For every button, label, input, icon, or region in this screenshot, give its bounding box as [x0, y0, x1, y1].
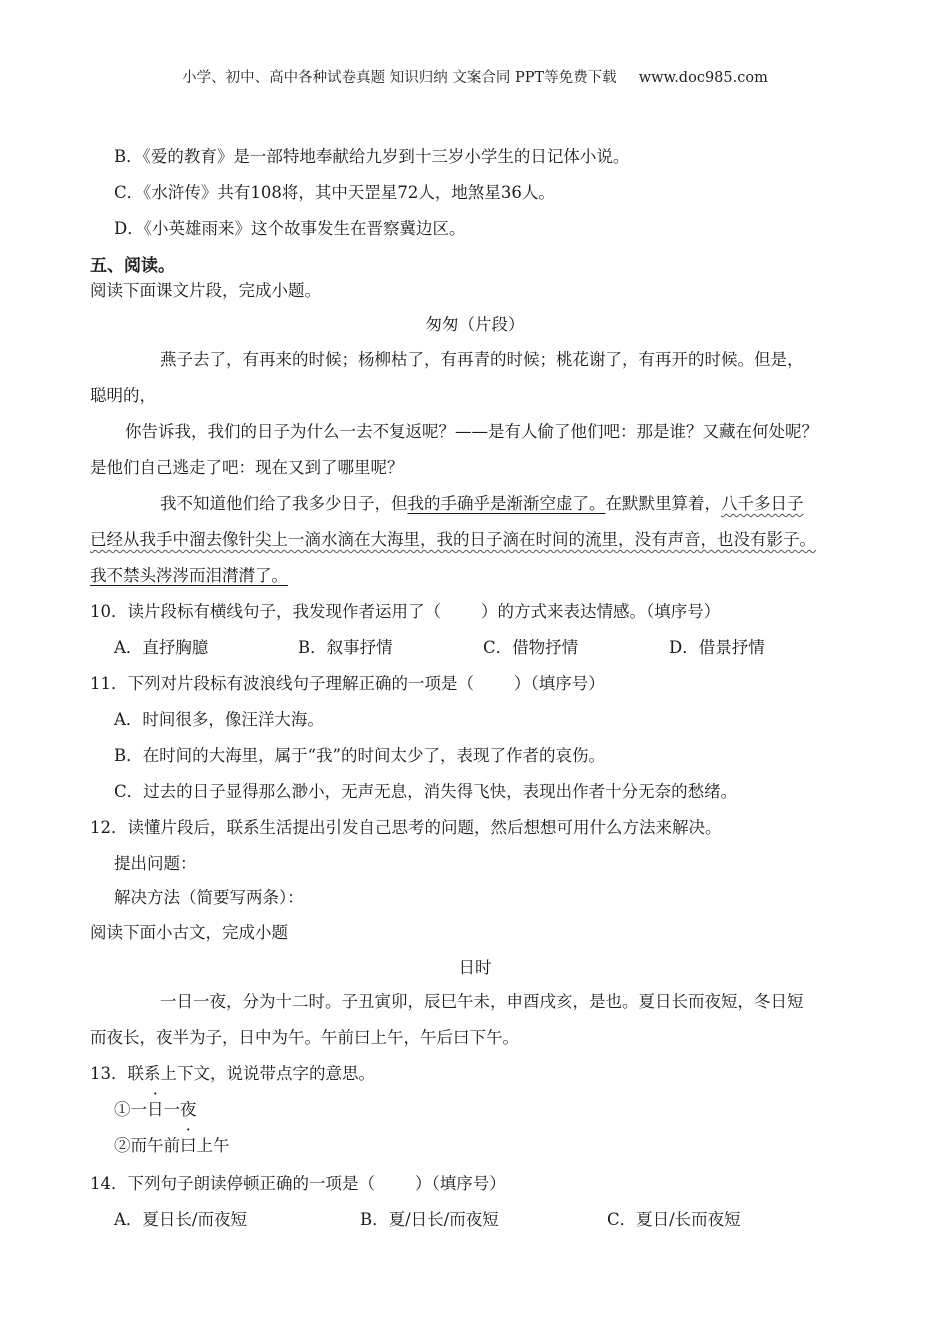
plain-text: 我不知道他们给了我多少日子，但: [160, 494, 408, 513]
question-11: [90, 672, 605, 696]
straight-underlined-sentence: 我不禁头涔涔而泪潸潸了。: [90, 566, 288, 585]
page-header: [0, 66, 950, 90]
option-d: D．《小英雄雨来》这个故事发生在晋察冀边区。: [114, 219, 466, 238]
q11-option-c: C．过去的日子显得那么渺小，无声无息，消失得飞快，表现出作者十分无奈的愁绪。: [114, 782, 738, 801]
passage-line: 聪明的，: [90, 386, 156, 405]
reading-instruction: 阅读下面课文片段，完成小题。: [90, 281, 321, 300]
option-c: C．《水浒传》共有108将，其中天罡星72人，地煞星36人。: [114, 183, 555, 202]
dotted-character: 曰: [180, 1136, 197, 1155]
q13-item-1: [114, 1098, 197, 1122]
item-text: ①一: [114, 1100, 147, 1119]
classical-line: 而夜长，夜半为子，日中为午。午前曰上午，午后曰下午。: [90, 1028, 519, 1047]
question-13: 13．联系上下文，说说带点字的意思。: [90, 1064, 375, 1083]
question-stem: ）（填序号）: [415, 1174, 506, 1193]
classical-instruction: 阅读下面小古文，完成小题: [90, 923, 288, 942]
section-heading: 五、阅读。: [90, 256, 175, 276]
passage-line: [90, 528, 816, 552]
classical-line: 一日一夜，分为十二时。子丑寅卯，辰巳午未，申酉戌亥，是也。夏日长而夜短，冬日短: [160, 992, 804, 1011]
passage-line: [90, 564, 288, 588]
q11-option-a: A．时间很多，像汪洋大海。: [114, 710, 324, 729]
q10-option-b: B．叙事抒情: [298, 638, 393, 657]
passage-line: 你告诉我，我们的日子为什么一去不复返呢？——是有人偷了他们吧：那是谁？又藏在何处呢？: [125, 422, 818, 441]
question-stem: 11．下列对片段标有波浪线句子理解正确的一项是（: [90, 674, 474, 693]
item-text: 一夜: [163, 1100, 197, 1119]
passage-line: [160, 492, 804, 516]
q10-option-d: D．借景抒情: [669, 638, 765, 657]
q12-solve-label: 解决方法（简要写两条）：: [114, 888, 304, 907]
item-text: 上午: [196, 1136, 230, 1155]
question-stem: ）（填序号）: [514, 674, 605, 693]
question-stem: 14．下列句子朗读停顿正确的一项是（: [90, 1174, 375, 1193]
q12-ask-label: 提出问题：: [114, 854, 197, 873]
q10-option-a: A．直抒胸臆: [114, 638, 209, 657]
dotted-character: 日: [147, 1100, 164, 1119]
plain-text: 在默默里算着，: [605, 494, 721, 513]
header-url[interactable]: www.doc985.com: [638, 70, 768, 86]
question-14: [90, 1172, 506, 1196]
wavy-underlined-sentence: 已经从我手中溜去像针尖上一滴水滴在大海里，我的日子滴在时间的流里，没有声音，也没有影子。: [90, 530, 816, 549]
q14-option-a: A．夏日长/而夜短: [114, 1210, 247, 1229]
header-text: 小学、初中、高中各种试卷真题 知识归纳 文案合同 PPT等免费下载: [182, 70, 617, 86]
passage-title: 匆匆（片段）: [425, 315, 525, 334]
question-stem: ）的方式来表达情感。（填序号）: [481, 602, 721, 621]
passage-line: 燕子去了，有再来的时候；杨柳枯了，有再青的时候；桃花谢了，有再开的时候。但是，: [160, 350, 804, 369]
q11-option-b: B．在时间的大海里，属于“我”的时间太少了，表现了作者的哀伤。: [114, 746, 605, 765]
option-b: B．《爱的教育》是一部特地奉献给九岁到十三岁小学生的日记体小说。: [114, 147, 630, 166]
question-10: [90, 600, 720, 624]
q13-item-2: [114, 1134, 230, 1158]
straight-underlined-sentence: 我的手确乎是渐渐空虚了。: [407, 494, 606, 513]
classical-title: 日时: [458, 958, 492, 977]
wavy-underlined-sentence: 八千多日子: [721, 494, 804, 513]
question-stem: 10．读片段标有横线句子，我发现作者运用了（: [90, 602, 441, 621]
q14-option-b: B．夏/日长/而夜短: [360, 1210, 499, 1229]
q14-option-c: C．夏日/长而夜短: [607, 1210, 741, 1229]
item-text: ②而午前: [114, 1136, 180, 1155]
q10-option-c: C．借物抒情: [483, 638, 579, 657]
passage-line: 是他们自己逃走了吧：现在又到了哪里呢？: [90, 458, 404, 477]
question-12: 12．读懂片段后，联系生活提出引发自己思考的问题，然后想想可用什么方法来解决。: [90, 818, 722, 837]
